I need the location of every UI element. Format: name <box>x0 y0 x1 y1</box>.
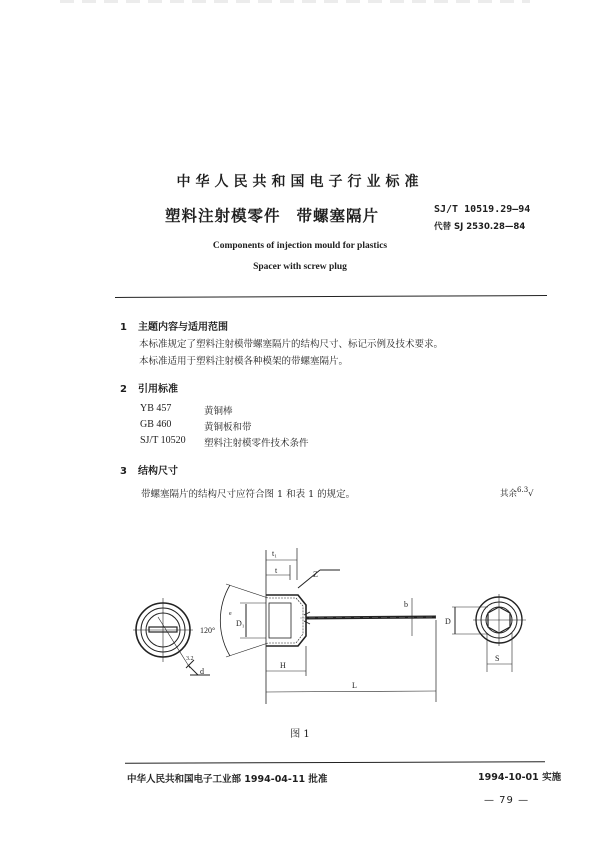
label-h: H <box>280 661 286 670</box>
reference-name: 黄铜板和带 <box>204 422 252 433</box>
reference-code: YB 457 <box>140 403 172 414</box>
footer-divider <box>125 761 545 763</box>
section-3-paragraph-1: 带螺塞隔片的结构尺寸应符合图 1 和表 1 的规定。 <box>141 489 356 500</box>
label-roughness: 3.2 <box>186 656 194 662</box>
section-3-heading: 3 结构尺寸 <box>120 466 178 477</box>
surface-roughness-note: 其余$^{6.3}$√ <box>500 486 534 499</box>
label-s: S <box>495 654 500 663</box>
scan-edge-artifact <box>60 0 530 3</box>
roughness-symbol-icon: √ <box>528 488 534 499</box>
figure-caption: 图 1 <box>290 729 310 740</box>
label-t1: t₁ <box>272 549 278 558</box>
label-d-small: d <box>200 667 204 676</box>
label-angle: 120° <box>200 626 216 635</box>
label-z: Z <box>313 570 318 579</box>
reference-code: GB 460 <box>140 419 172 430</box>
section-1-heading: 1 主题内容与适用范围 <box>120 322 228 333</box>
issuing-organization: 中华人民共和国电子行业标准 <box>176 174 424 190</box>
document-title-cn <box>165 204 379 226</box>
replaces-standard: 代替 SJ 2530.28—84 <box>434 222 526 232</box>
label-b: b <box>404 600 408 609</box>
section-1-paragraph-2: 本标准适用于塑料注射模各种模架的带螺塞隔片。 <box>139 356 349 367</box>
approval-info: 中华人民共和国电子工业部 1994-04-11 批准 <box>127 774 328 785</box>
label-t: t <box>275 566 278 575</box>
title-en-line-1: Components of injection mould for plastics <box>212 241 388 251</box>
section-2-heading: 2 引用标准 <box>120 384 178 395</box>
side-view <box>220 548 436 704</box>
reference-code: SJ/T 10520 <box>140 435 186 446</box>
reference-name: 塑料注射模零件技术条件 <box>204 438 309 449</box>
right-end-view <box>452 594 526 672</box>
label-e: e <box>229 611 232 617</box>
header-divider <box>115 295 547 298</box>
effective-date: 1994-10-01 实施 <box>478 772 562 783</box>
label-d-big: D <box>445 617 451 626</box>
page-number: — 79 — <box>484 795 530 806</box>
label-d1: D₁ <box>236 619 245 628</box>
standard-number: SJ/T 10519.29—94 <box>434 204 531 215</box>
title-part-2: 带螺塞隔片 <box>296 207 380 225</box>
title-en-line-2: Spacer with screw plug <box>253 262 347 272</box>
label-l: L <box>352 681 357 690</box>
left-end-view <box>133 598 210 675</box>
title-part-1: 塑料注射模零件 <box>165 207 281 225</box>
reference-name: 黄铜棒 <box>204 406 233 417</box>
section-1-paragraph-1: 本标准规定了塑料注射模带螺塞隔片的结构尺寸、标记示例及技术要求。 <box>139 339 444 350</box>
figure-1-drawing <box>0 530 600 720</box>
